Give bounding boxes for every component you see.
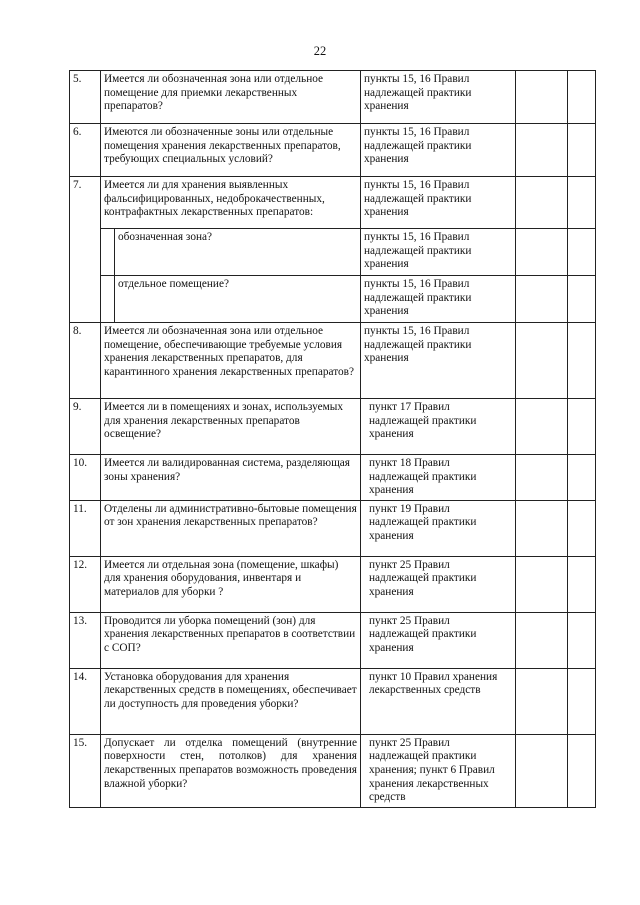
reference-text: пункт 17 Правил надлежащей практики хранения <box>361 399 516 455</box>
reference-text: пункт 19 Правил надлежащей практики хранения <box>361 500 516 556</box>
answer-cell-yes <box>516 455 568 501</box>
question-text: Проводится ли уборка помещений (зон) для хранения лекарственных препаратов в соответствии с СОП? <box>101 612 361 668</box>
question-text: Имеется ли обозначенная зона или отдельное помещение, обеспечивающие требуемые условия хранения лекарственных препаратов, для карантинного хранения лекарственных препаратов? <box>101 323 361 399</box>
checklist-table <box>69 70 596 808</box>
reference-text: пункт 18 Правил надлежащей практики хранения <box>361 455 516 501</box>
sub-question-text: обозначенная зона? <box>118 231 213 243</box>
question-text: Имеется ли валидированная система, разделяющая зоны хранения? <box>101 455 361 501</box>
table-row <box>70 668 596 734</box>
answer-cell-yes <box>516 734 568 807</box>
answer-cell-yes <box>516 229 568 276</box>
answer-cell-no <box>568 734 596 807</box>
answer-cell-no <box>568 455 596 501</box>
table-row <box>70 177 596 229</box>
reference-text: пункт 25 Правил надлежащей практики хранения; пункт 6 Правил хранения лекарственных средств <box>361 734 516 807</box>
question-text: Имеется ли отдельная зона (помещение, шкафы) для хранения оборудования, инвентаря и материалов для уборки ? <box>101 556 361 612</box>
sub-question-text: отдельное помещение? <box>118 278 229 290</box>
table-row <box>70 455 596 501</box>
sub-row <box>70 276 596 323</box>
row-number: 13. <box>70 612 101 668</box>
answer-cell-no <box>568 668 596 734</box>
answer-cell-yes <box>516 500 568 556</box>
answer-cell-yes <box>516 124 568 177</box>
table-row <box>70 71 596 124</box>
answer-cell-yes <box>516 612 568 668</box>
question-text: Имеется ли для хранения выявленных фальсифицированных, недоброкачественных, контрафактных лекарственных препаратов: <box>101 177 361 229</box>
row-number: 10. <box>70 455 101 501</box>
reference-text: пункты 15, 16 Правил надлежащей практики хранения <box>361 71 516 124</box>
answer-cell-no <box>568 229 596 276</box>
sub-question-cell <box>101 229 361 276</box>
row-number: 11. <box>70 500 101 556</box>
table-row <box>70 500 596 556</box>
question-text: Имеется ли в помещениях и зонах, используемых для хранения лекарственных препаратов освещение? <box>101 399 361 455</box>
row-number: 6. <box>70 124 101 177</box>
reference-text: пункты 15, 16 Правил надлежащей практики хранения <box>361 323 516 399</box>
answer-cell-no <box>568 612 596 668</box>
answer-cell-no <box>568 399 596 455</box>
question-text: Имеются ли обозначенные зоны или отдельные помещения хранения лекарственных препаратов, требующих специальных условий? <box>101 124 361 177</box>
sub-row <box>70 229 596 276</box>
row-number: 5. <box>70 71 101 124</box>
answer-cell-no <box>568 177 596 229</box>
answer-cell-yes <box>516 668 568 734</box>
reference-text: пункты 15, 16 Правил надлежащей практики хранения <box>361 276 516 323</box>
sub-indent <box>101 229 115 275</box>
reference-text: пункты 15, 16 Правил надлежащей практики хранения <box>361 229 516 276</box>
answer-cell-no <box>568 323 596 399</box>
answer-cell-no <box>568 276 596 323</box>
answer-cell-no <box>568 500 596 556</box>
reference-text: пункт 10 Правил хранения лекарственных средств <box>361 668 516 734</box>
row-number: 15. <box>70 734 101 807</box>
answer-cell-no <box>568 124 596 177</box>
answer-cell-yes <box>516 276 568 323</box>
row-number: 9. <box>70 399 101 455</box>
table-row <box>70 734 596 807</box>
reference-text: пункт 25 Правил надлежащей практики хранения <box>361 556 516 612</box>
reference-text: пункты 15, 16 Правил надлежащей практики хранения <box>361 177 516 229</box>
answer-cell-yes <box>516 177 568 229</box>
table-row <box>70 124 596 177</box>
answer-cell-no <box>568 71 596 124</box>
table-row <box>70 399 596 455</box>
answer-cell-yes <box>516 71 568 124</box>
row-number: 12. <box>70 556 101 612</box>
answer-cell-no <box>568 556 596 612</box>
sub-indent <box>101 276 115 322</box>
table-row <box>70 556 596 612</box>
page-number: 22 <box>313 44 327 58</box>
row-number: 7. <box>70 177 101 323</box>
table-row <box>70 612 596 668</box>
question-text: Имеется ли обозначенная зона или отдельное помещение для приемки лекарственных препаратов? <box>101 71 361 124</box>
table-row <box>70 323 596 399</box>
row-number: 14. <box>70 668 101 734</box>
reference-text: пункты 15, 16 Правил надлежащей практики хранения <box>361 124 516 177</box>
question-text: Отделены ли административно-бытовые помещения от зон хранения лекарственных препаратов? <box>101 500 361 556</box>
question-text: Допускает ли отделка помещений (внутренние поверхности стен, потолков) для хранения лекарственных препаратов возможность проведения влажной уборки? <box>101 734 361 807</box>
answer-cell-yes <box>516 323 568 399</box>
answer-cell-yes <box>516 399 568 455</box>
row-number: 8. <box>70 323 101 399</box>
sub-question-cell <box>101 276 361 323</box>
reference-text: пункт 25 Правил надлежащей практики хранения <box>361 612 516 668</box>
question-text: Установка оборудования для хранения лекарственных средств в помещениях, обеспечивает ли доступность для проведения уборки? <box>101 668 361 734</box>
answer-cell-yes <box>516 556 568 612</box>
